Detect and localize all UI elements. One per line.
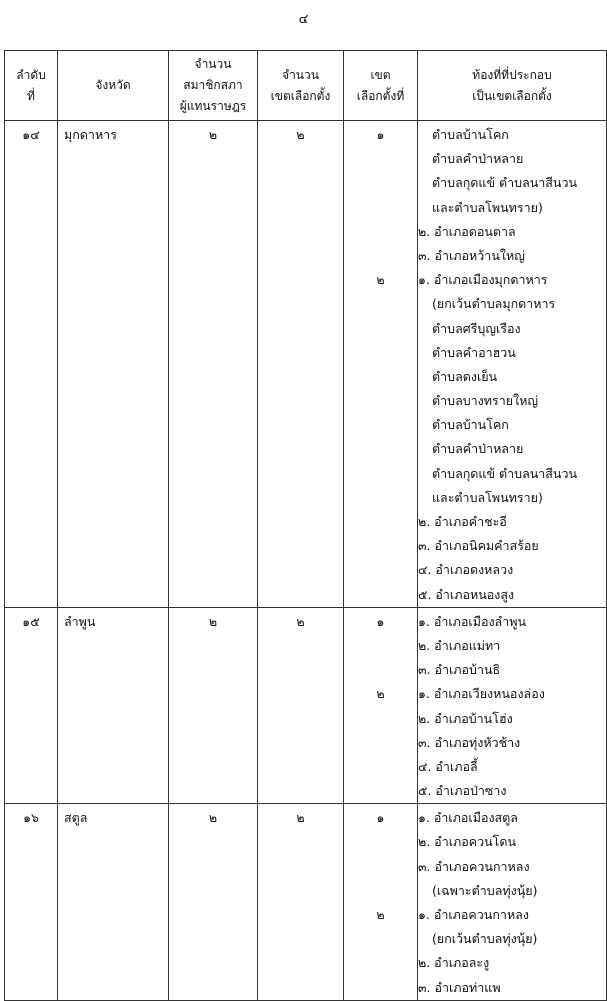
area-line: ตำบลบ้านโคก — [432, 417, 509, 433]
area-line: ตำบลคำป่าหลาย — [432, 151, 524, 167]
district-number — [344, 196, 417, 220]
district-number — [344, 658, 417, 682]
district-number — [344, 244, 417, 268]
district-number — [344, 317, 417, 341]
header-areas-line: เป็นเขตเลือกตั้ง — [472, 88, 552, 103]
header-row — [5, 51, 607, 121]
district-number — [344, 855, 417, 879]
area-line: (ยกเว้นตำบลทุ่งนุ้ย) — [432, 931, 538, 947]
province-cell: ลำพูน — [58, 607, 169, 804]
area-line: ๒. อำเภอคำชะอี — [418, 514, 507, 529]
province-row — [5, 121, 607, 608]
district-number — [344, 171, 417, 195]
district-number — [344, 510, 417, 534]
areas-cell — [418, 121, 607, 608]
area-line: ตำบลกุดแข้ ตำบลนาสีนวน — [432, 465, 578, 481]
order-cell: ๑๕ — [5, 607, 58, 804]
area-line: ตำบลกุดแข้ ตำบลนาสีนวน — [432, 175, 578, 191]
district-number: ๒ — [376, 907, 385, 922]
header-district-no-line: เขต — [370, 67, 391, 82]
district-number — [344, 437, 417, 461]
district-number — [344, 292, 417, 316]
header-members-line: ผู้แทนราษฎร — [179, 99, 247, 113]
district-number: ๒ — [376, 686, 385, 702]
district-number — [344, 365, 417, 389]
districts-cell: ๒ — [258, 607, 344, 804]
area-line: ๔. อำเภอลี้ — [418, 758, 478, 774]
district-no-cell — [344, 607, 418, 804]
area-line: (ยกเว้นตำบลมุกดาหาร — [432, 296, 556, 312]
district-number — [344, 879, 417, 903]
area-line: ตำบลคำอาฮวน — [432, 344, 516, 360]
header-districts — [258, 51, 344, 121]
page-number: ๔ — [298, 12, 309, 27]
district-number — [344, 341, 417, 365]
members-cell: ๒ — [169, 607, 258, 804]
area-line: ๕. อำเภอหนองสูง — [418, 586, 515, 602]
area-line: ตำบลคำป่าหลาย — [432, 441, 524, 457]
area-line: ๓. อำเภอบ้านธิ — [418, 662, 501, 678]
area-line: ๔. อำเภอดงหลวง — [418, 562, 514, 578]
district-number — [344, 731, 417, 755]
header-areas-line: ท้องที่ที่ประกอบ — [472, 67, 552, 82]
district-number — [344, 583, 417, 607]
district-number — [344, 927, 417, 951]
order-cell: ๑๖ — [5, 804, 58, 1001]
district-number — [344, 779, 417, 803]
area-line: ๒. อำเภอละงู — [418, 955, 490, 971]
area-line: ตำบลบางทรายใหญ่ — [432, 393, 539, 409]
district-number: ๑ — [376, 613, 385, 629]
area-line: ๓. อำเภอทุ่งหัวช้าง — [418, 734, 521, 750]
header-district-no-line: เลือกตั้งที่ — [356, 88, 405, 103]
area-line: ๒. อำเภอควนโดน — [418, 834, 517, 850]
district-number — [344, 534, 417, 558]
districts-cell: ๒ — [258, 804, 344, 1001]
header-province — [58, 51, 169, 121]
area-line: ๓. อำเภอนิคมคำสร้อย — [418, 538, 539, 554]
area-line: ตำบลบ้านโคก — [432, 127, 509, 142]
district-number — [344, 755, 417, 779]
area-line: ตำบลศรีบุญเรือง — [432, 320, 521, 336]
header-order — [5, 51, 58, 121]
district-number — [344, 830, 417, 854]
districts-cell: ๒ — [258, 121, 344, 608]
header-province-label: จังหวัด — [95, 78, 131, 92]
header-areas — [418, 51, 607, 121]
district-number — [344, 707, 417, 731]
area-line: (เฉพาะตำบลทุ่งนุ้ย) — [432, 882, 538, 898]
district-number: ๑ — [376, 810, 385, 826]
district-number — [344, 634, 417, 658]
district-number: ๑ — [376, 127, 385, 142]
district-number: ๒ — [376, 272, 385, 288]
areas-cell — [418, 607, 607, 804]
province-cell: สตูล — [58, 804, 169, 1001]
area-line: ตำบลดงเย็น — [432, 368, 498, 384]
area-line: ๑. อำเภอเวียงหนองล่อง — [418, 686, 545, 702]
area-line: และตำบลโพนทราย) — [432, 199, 543, 215]
province-row — [5, 804, 607, 1001]
order-cell: ๑๔ — [5, 121, 58, 608]
district-number — [344, 486, 417, 510]
area-line: ๓. อำเภอท่าแพ — [418, 979, 501, 995]
district-number — [344, 389, 417, 413]
header-order-line: ที่ — [27, 88, 35, 103]
area-line: ๑. อำเภอเมืองมุกดาหาร — [418, 272, 548, 288]
district-no-cell — [344, 121, 418, 608]
district-number — [344, 147, 417, 171]
area-line: ๓. อำเภอควนกาหลง — [418, 858, 530, 874]
header-members — [169, 51, 258, 121]
members-cell: ๒ — [169, 121, 258, 608]
district-number — [344, 951, 417, 975]
members-cell: ๒ — [169, 804, 258, 1001]
area-line: ๑. อำเภอควนกาหลง — [418, 907, 529, 922]
district-number — [344, 413, 417, 437]
area-line: ๑. อำเภอเมืองสตูล — [418, 810, 518, 826]
area-line: ๒. อำเภอบ้านโฮ่ง — [418, 710, 513, 726]
district-no-cell — [344, 804, 418, 1001]
header-members-line: จำนวน — [194, 57, 232, 71]
header-districts-line: จำนวน — [282, 67, 319, 82]
area-line: ๒. อำเภอดอนตาล — [418, 223, 516, 239]
areas-cell — [418, 804, 607, 1001]
header-order-line: ลำดับ — [16, 67, 46, 82]
district-number — [344, 462, 417, 486]
header-districts-line: เขตเลือกตั้ง — [270, 88, 331, 103]
area-line: ๓. อำเภอหว้านใหญ่ — [418, 247, 525, 263]
district-number — [344, 220, 417, 244]
area-line: ๕. อำเภอป่าซาง — [418, 783, 507, 799]
district-number — [344, 558, 417, 582]
header-district-no — [344, 51, 418, 121]
area-line: และตำบลโพนทราย) — [432, 489, 543, 505]
province-row — [5, 607, 607, 804]
province-cell: มุกดาหาร — [58, 121, 169, 608]
area-line: ๑. อำเภอเมืองลำพูน — [418, 613, 527, 629]
area-line: ๒. อำเภอแม่ทา — [418, 637, 501, 653]
election-district-table — [4, 50, 607, 1001]
table-body — [5, 121, 607, 1001]
district-number — [344, 976, 417, 1000]
header-members-line: สมาชิกสภา — [183, 78, 243, 92]
